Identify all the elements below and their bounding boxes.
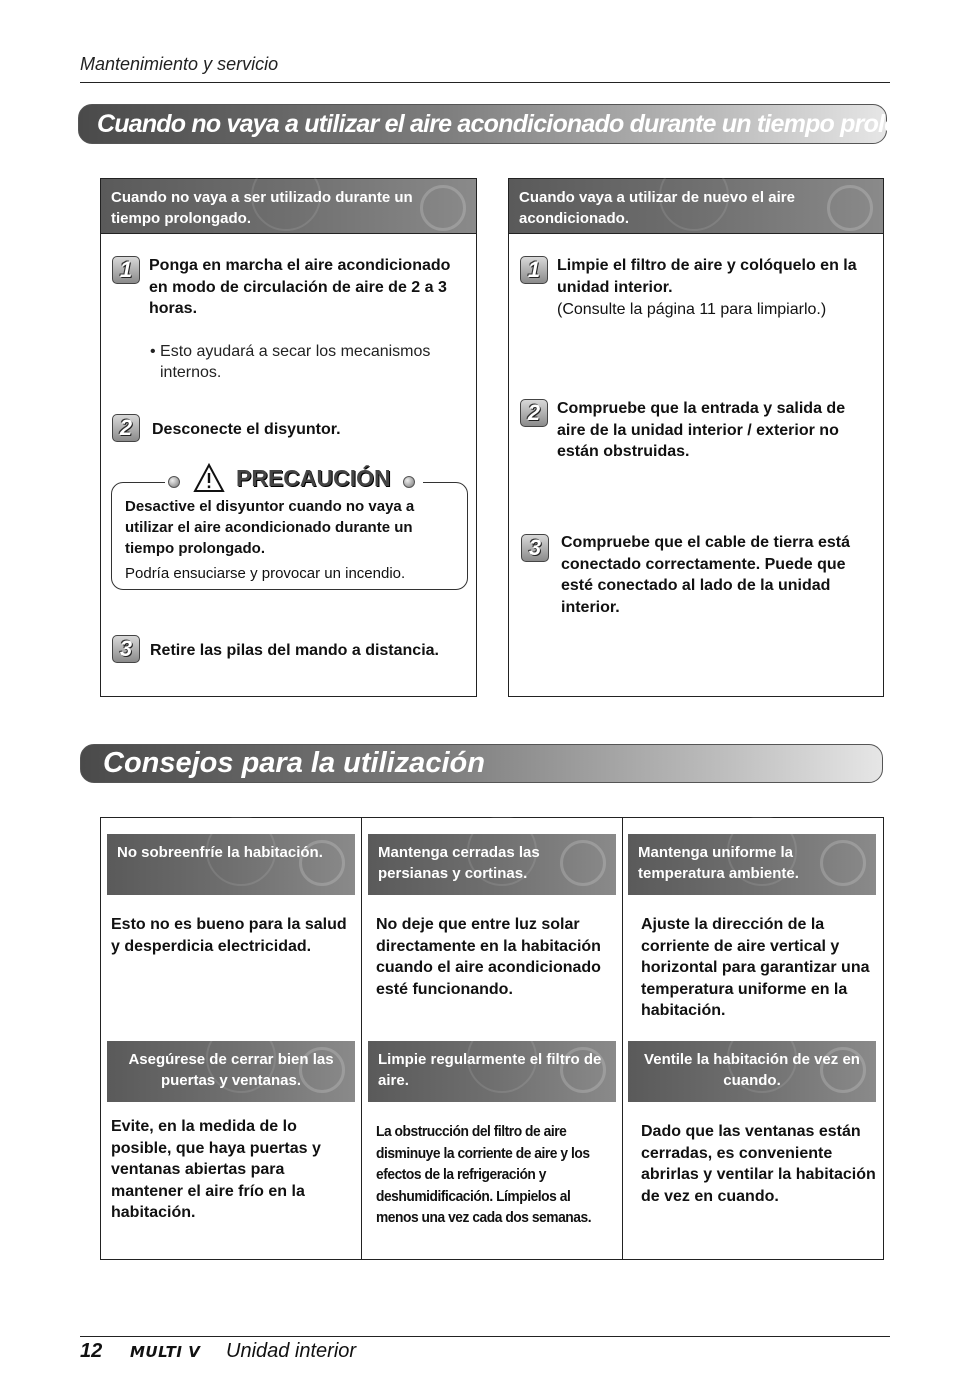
caution-bold-text: Desactive el disyuntor cuando no vaya a utilizar el aire acondicionado durante un tiempo prolongado. [125,498,415,557]
brand-logo: MULTI V [130,1343,201,1361]
tips-divider-2 [622,818,623,1259]
tip-title-strip [628,834,876,895]
step-number-2: 2 [520,399,548,427]
left-step1-text: Ponga en marcha el aire acondicionado en modo de circulación de aire de 2 a 3 horas. [149,257,451,317]
step-number-3: 3 [521,534,549,562]
footer-rule [80,1336,890,1337]
caution-dot-left [168,476,180,488]
tip-title: Mantenga cerradas las persianas y cortinas. [378,844,540,882]
step-number-1: 1 [520,256,548,284]
right-step1-note: (Consulte la página 11 para limpiarlo.) [557,301,827,318]
step-number-1: 1 [112,256,140,284]
tip-title: Asegúrese de cerrar bien las puertas y ventanas. [128,1051,334,1089]
caution-dot-right [403,476,415,488]
left-strip-text: Cuando no vaya a ser utilizado durante un tiempo prolongado. [111,189,413,227]
right-step2-text: Compruebe que la entrada y salida de aire de la unidad interior / exterior no están obstruidas. [557,400,846,460]
left-panel-strip [101,179,476,234]
right-strip-text: Cuando vaya a utilizar de nuevo el aire acondicionado. [519,189,795,227]
footer-label: Unidad interior [226,1340,357,1362]
caution-title: PRECAUCIÓN [236,465,391,491]
tip-text: Evite, en la medida de lo posible, que haya puertas y ventanas abiertas para mantener el aire frío en la habitación. [111,1118,321,1221]
banner-long-term: Cuando no vaya a utilizar el aire acondicionado durante un tiempo prolongado. [78,104,887,144]
tips-divider-1 [361,818,362,1259]
step-number-3: 3 [112,635,140,663]
tip-title-strip [628,1041,876,1102]
left-step2-text: Desconecte el disyuntor. [152,421,341,438]
right-step1-text: Limpie el filtro de aire y colóquelo en la unidad interior. [557,257,857,296]
tip-text: Dado que las ventanas están cerradas, es conveniente abrirlas y ventilar la habitación de vez en cuando. [641,1123,876,1205]
tip-title: Limpie regularmente el filtro de aire. [378,1051,602,1089]
left-step1-note: • Esto ayudará a secar los mecanismos internos. [150,343,431,381]
tip-title-strip [368,834,616,895]
page-number: 12 [80,1340,103,1362]
header-rule [80,82,890,83]
tip-title-strip [368,1041,616,1102]
section-header: Mantenimiento y servicio [80,54,279,74]
step-number-2: 2 [112,414,140,442]
left-step3-text: Retire las pilas del mando a distancia. [150,642,439,659]
banner-tips: Consejos para la utilización [80,744,883,783]
tip-text: La obstrucción del filtro de aire disminuye la corriente de aire y los efectos de la refrigeración y deshumidificación. Límpielos al menos una vez cada dos semanas. [376,1123,592,1227]
tip-title: Ventile la habitación de vez en cuando. [644,1051,860,1089]
tip-title: Mantenga uniforme la temperatura ambiente. [638,844,799,882]
caution-text: Podría ensuciarse y provocar un incendio. [125,565,406,582]
warning-icon [193,463,225,498]
tip-title-strip [107,1041,355,1102]
right-step3-text: Compruebe que el cable de tierra está conectado correctamente. Puede que esté conectado al lado de la unidad interior. [561,534,850,616]
tip-title-strip [107,834,355,895]
tip-text: Esto no es bueno para la salud y desperdicia electricidad. [111,916,347,955]
right-panel-strip [509,179,883,234]
tip-title: No sobreenfríe la habitación. [117,844,323,861]
tip-text: Ajuste la dirección de la corriente de aire vertical y horizontal para garantizar una temperatura uniforme en la habitación. [641,916,870,1019]
tip-text: No deje que entre luz solar directamente en la habitación cuando el aire acondicionado esté funcionando. [376,916,601,998]
